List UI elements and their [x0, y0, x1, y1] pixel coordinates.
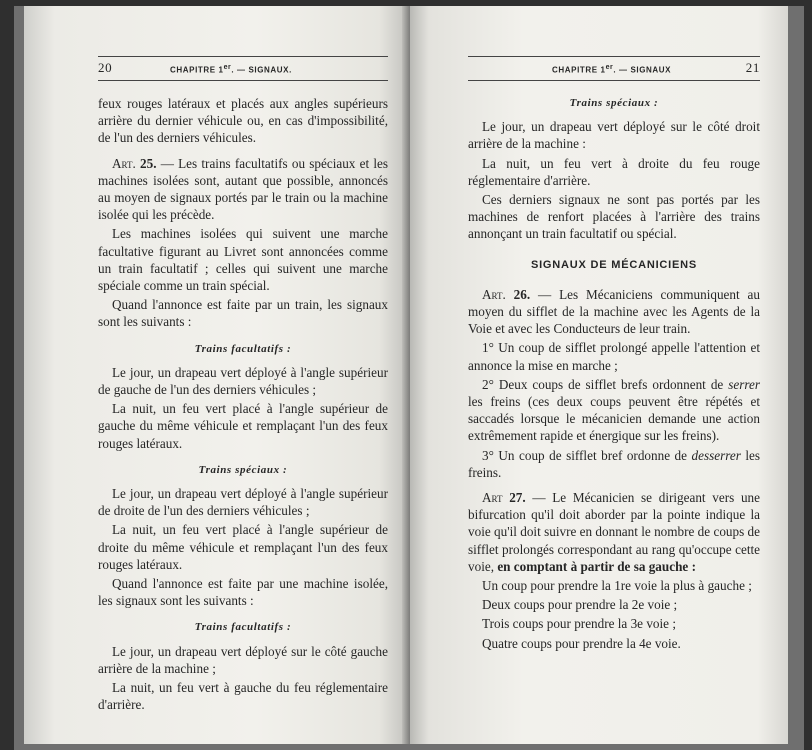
- running-header-right: [468, 62, 760, 81]
- list-item: 2° Deux coups de sifflet brefs ordonnent de serrer les freins (ces deux coups peuvent être répétés et saccadés lorsque le mécanicien demande une action extrêmement rapide et énergique sur les freins).: [468, 376, 760, 444]
- paragraph: Quand l'annonce est faite par un train, les signaux sont les suivants :: [98, 297, 388, 330]
- paragraph: Quand l'annonce est faite par une machine isolée, les signaux sont les suivants :: [98, 576, 388, 609]
- running-title: CHAPITRE 1er. — SIGNAUX.: [170, 64, 292, 75]
- subheading: Trains facultatifs :: [194, 342, 292, 355]
- running-title: CHAPITRE 1er. — SIGNAUX: [552, 64, 672, 75]
- list-item: Deux coups pour prendre la 2e voie ;: [482, 597, 678, 613]
- article-25: Art. 25. — Les trains facultatifs ou spéciaux et les machines isolées sont, autant que possible, annoncés au moyen de signaux portés par le train ou la machine isolée qui les précède.: [98, 155, 389, 223]
- article-27: Art 27. — Le Mécanicien se dirigeant vers une bifurcation qu'il doit aborder par la pointe indique la voie qu'il doit suivre en donnant le nombre de coups de sifflet prolongés correspondant au rang qu'occupe cette voie, en comptant à partir de sa gauche :: [468, 490, 760, 574]
- subheading: Trains spéciaux :: [198, 463, 288, 476]
- list-item: Quatre coups pour prendre la 4e voie.: [482, 635, 681, 651]
- page-number: 21: [745, 60, 760, 75]
- paragraph: Les machines isolées qui suivent une marche facultative figurant au Livret sont annoncées comme un train facultatif ; celles qui suivent une marche spéciale comme un train spécial.: [98, 226, 388, 294]
- paragraph: La nuit, un feu vert à droite du feu rouge réglementaire d'arrière.: [468, 155, 760, 188]
- list-item: 3° Un coup de sifflet bref ordonne de desserrer les freins.: [468, 447, 760, 480]
- right-body: [468, 95, 760, 652]
- paragraph: La nuit, un feu vert placé à l'angle supérieur de gauche du même véhicule et remplaçant l'un des feux rouges latéraux.: [98, 401, 388, 451]
- article-26: Art. 26. — Les Mécaniciens communiquent au moyen du sifflet de la machine avec les Agents de la Voie et avec les Conducteurs de leur train.: [468, 286, 760, 337]
- paragraph: La nuit, un feu vert à gauche du feu réglementaire d'arrière.: [98, 680, 388, 713]
- paragraph: feux rouges latéraux et placés aux angles supérieurs arrière du dernier véhicule ou, en cas d'impossibilité, de l'un des derniers véhicules.: [98, 96, 388, 146]
- paragraph: Ces derniers signaux ne sont pas portés par les machines de renfort placées à l'arrière des trains annonçant un train facultatif ou spécial.: [468, 192, 760, 242]
- subheading: Trains spéciaux :: [569, 97, 659, 109]
- list-item: Un coup pour prendre la 1re voie la plus à gauche ;: [482, 578, 752, 594]
- paragraph: Le jour, un drapeau vert déployé sur le côté droit arrière de la machine :: [468, 119, 760, 152]
- list-item: Trois coups pour prendre la 3e voie ;: [482, 616, 676, 632]
- section-title: SIGNAUX DE MÉCANICIENS: [530, 258, 698, 271]
- left-page: [24, 6, 410, 744]
- paragraph: La nuit, un feu vert placé à l'angle supérieur de droite du même véhicule et remplaçant l'un des feux rouges latéraux.: [98, 522, 388, 572]
- paragraph: Le jour, un drapeau vert déployé à l'angle supérieur de gauche de l'un des derniers véhicules ;: [98, 364, 388, 398]
- right-page: [410, 6, 788, 744]
- subheading: Trains facultatifs :: [194, 621, 292, 634]
- left-body: [98, 95, 388, 714]
- running-header-left: [98, 62, 388, 81]
- page-number: 20: [98, 60, 113, 75]
- list-item: 1° Un coup de sifflet prolongé appelle l'attention et annonce la mise en marche ;: [468, 340, 760, 373]
- paragraph: Le jour, un drapeau vert déployé sur le côté gauche arrière de la machine ;: [98, 643, 388, 676]
- paragraph: Le jour, un drapeau vert déployé à l'angle supérieur de droite de l'un des derniers véhicules ;: [98, 486, 388, 519]
